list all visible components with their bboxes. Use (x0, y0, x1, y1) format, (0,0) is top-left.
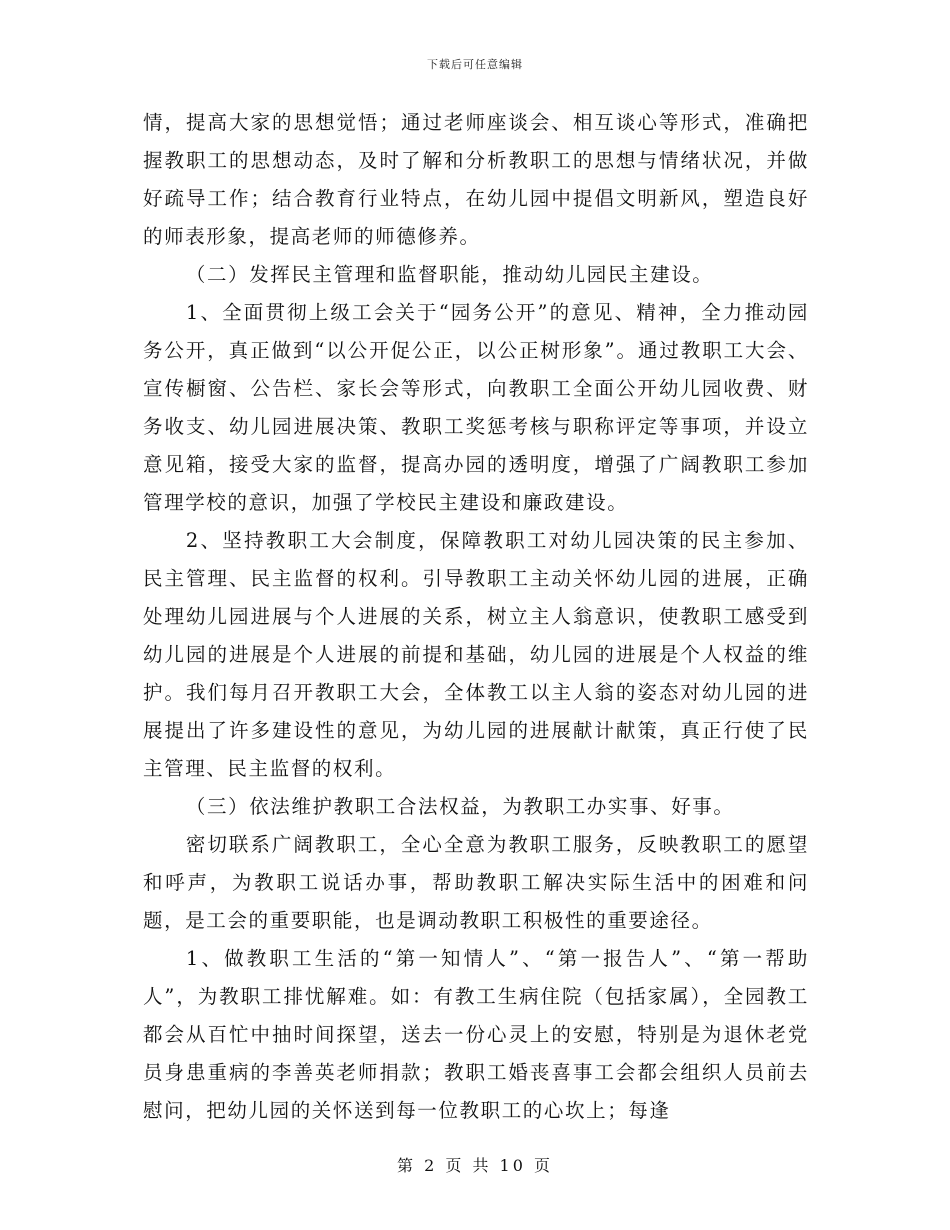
section-heading: （三）依法维护教职工合法权益，为教职工办实事、好事。 (185, 795, 735, 818)
page-footer: 第 2 页 共 10 页 (397, 1156, 553, 1175)
paragraph: 情，提高大家的思想觉悟；通过老师座谈会、相互谈心等形式，准确把握教职工的思想动态，及时了解和分析教职工的思想与情绪状况，并做好疏导工作；结合教育行业特点，在幼儿园中提倡文明新风，塑造良好的师表形象，提高老师的师德修养。 (143, 111, 809, 248)
document-body (143, 104, 809, 1130)
paragraph: 密切联系广阔教职工，全心全意为教职工服务，反映教职工的愿望和呼声，为教职工说话办事，帮助教职工解决实际生活中的困难和问题，是工会的重要职能，也是调动教职工积极性的重要途径。 (143, 833, 809, 932)
paragraph: 2、坚持教职工大会制度，保障教职工对幼儿园决策的民主参加、民主管理、民主监督的权利。引导教职工主动关怀幼儿园的进展，正确处理幼儿园进展与个人进展的关系，树立主人翁意识，使教职工感受到幼儿园的进展是个人进展的前提和基础，幼儿园的进展是个人权益的维护。我们每月召开教职工大会，全体教工以主人翁的姿态对幼儿园的进展提出了许多建设性的意见，为幼儿园的进展献计献策，真正行使了民主管理、民主监督的权利。 (143, 529, 809, 780)
paragraph: 1、全面贯彻上级工会关于“园务公开”的意见、精神，全力推动园务公开，真正做到“以公开促公正，以公正树形象”。通过教职工大会、宣传橱窗、公告栏、家长会等形式，向教职工全面公开幼儿园收费、财务收支、幼儿园进展决策、教职工奖惩考核与职称评定等事项，并设立意见箱，接受大家的监督，提高办园的透明度，增强了广阔教职工参加管理学校的意识，加强了学校民主建设和廉政建设。 (143, 301, 809, 514)
paragraph: 1、做教职工生活的“第一知情人”、“第一报告人”、“第一帮助人”，为教职工排忧解难。如：有教工生病住院（包括家属），全园教工都会从百忙中抽时间探望，送去一份心灵上的安慰，特别是为退休老党员身患重病的李善英老师捐款；教职工婚丧喜事工会都会组织人员前去慰问，把幼儿园的关怀送到每一位教职工的心坎上；每逢 (143, 947, 809, 1122)
section-heading: （二）发挥民主管理和监督职能，推动幼儿园民主建设。 (185, 263, 714, 286)
page-header-note: 下载后可任意编辑 (427, 58, 523, 71)
